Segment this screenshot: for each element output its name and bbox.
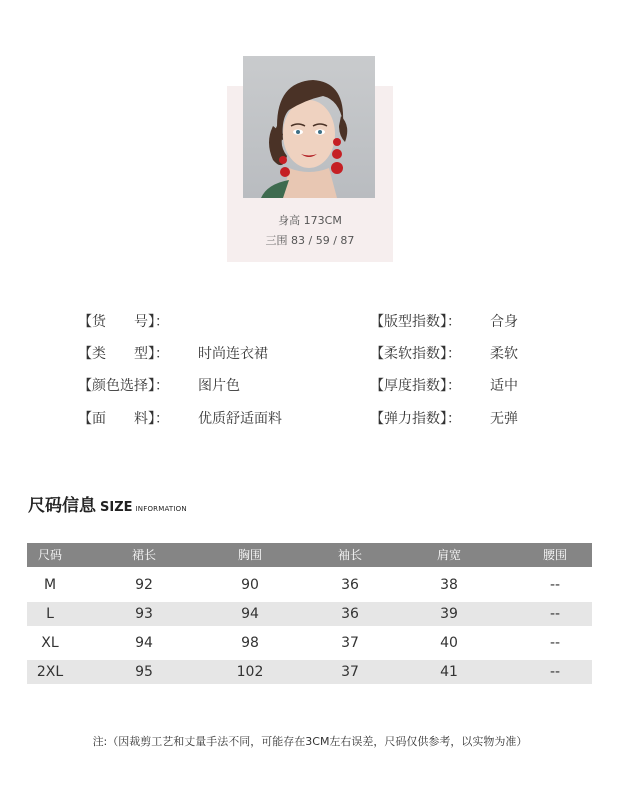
spec-value: 柔软 bbox=[490, 346, 518, 362]
table-cell: 36 bbox=[341, 606, 359, 622]
table-cell: 94 bbox=[241, 606, 259, 622]
table-header-cell: 肩宽 bbox=[436, 548, 461, 562]
table-header-cell: 腰围 bbox=[542, 548, 567, 562]
spec-value: 无弹 bbox=[490, 411, 518, 427]
table-cell: -- bbox=[549, 606, 561, 622]
spec-label: 【货 号】： bbox=[78, 314, 169, 330]
table-header-cell: 裙长 bbox=[131, 548, 156, 562]
table-cell: XL bbox=[41, 635, 59, 651]
table-cell: 2XL bbox=[36, 664, 64, 680]
table-row bbox=[27, 602, 592, 626]
table-cell: 39 bbox=[440, 606, 458, 622]
table-row bbox=[27, 660, 592, 684]
spec-label: 【弹力指数】： bbox=[370, 411, 461, 427]
table-cell: 37 bbox=[341, 664, 359, 680]
spec-label: 【类 型】： bbox=[78, 346, 169, 362]
spec-value: 优质舒适面料 bbox=[198, 411, 282, 427]
table-row bbox=[27, 573, 592, 597]
spec-label: 【面 料】： bbox=[78, 411, 169, 427]
table-cell: 90 bbox=[241, 577, 259, 593]
table-header-row bbox=[27, 543, 592, 567]
table-cell: M bbox=[43, 577, 57, 593]
table-cell: 40 bbox=[440, 635, 458, 651]
table-cell: 95 bbox=[135, 664, 153, 680]
size-title-en: SIZE bbox=[100, 500, 133, 515]
size-section-title bbox=[28, 491, 187, 516]
table-header-cell: 尺码 bbox=[37, 548, 62, 562]
table-cell: -- bbox=[549, 635, 561, 651]
table-cell: 36 bbox=[341, 577, 359, 593]
spec-value: 时尚连衣裙 bbox=[198, 346, 268, 362]
table-cell: -- bbox=[549, 577, 561, 593]
model-measurements: 三围 83 / 59 / 87 bbox=[265, 234, 355, 247]
spec-label: 【颜色选择】： bbox=[78, 378, 169, 394]
table-cell: 38 bbox=[440, 577, 458, 593]
table-header-cell: 袖长 bbox=[337, 548, 362, 562]
table-cell: 41 bbox=[440, 664, 458, 680]
size-title-sub: INFORMATION bbox=[135, 505, 187, 513]
table-cell: -- bbox=[549, 664, 561, 680]
table-header-cell: 胸围 bbox=[237, 548, 262, 562]
spec-value: 图片色 bbox=[198, 378, 240, 394]
model-height: 身高 173CM bbox=[278, 214, 342, 227]
table-cell: 93 bbox=[135, 606, 153, 622]
spec-label: 【厚度指数】： bbox=[370, 378, 461, 394]
table-cell: L bbox=[46, 606, 54, 622]
spec-value: 适中 bbox=[490, 378, 518, 394]
spec-label: 【版型指数】： bbox=[370, 314, 461, 330]
size-disclaimer-note: 注:（因裁剪工艺和丈量手法不同，可能存在3CM左右误差，尺码仅供参考，以实物为准） bbox=[92, 735, 528, 748]
table-cell: 37 bbox=[341, 635, 359, 651]
table-cell: 94 bbox=[135, 635, 153, 651]
table-cell: 102 bbox=[236, 664, 264, 680]
table-cell: 98 bbox=[241, 635, 259, 651]
table-cell: 92 bbox=[135, 577, 153, 593]
spec-value: 合身 bbox=[490, 314, 518, 330]
spec-label: 【柔软指数】： bbox=[370, 346, 461, 362]
model-photo bbox=[243, 56, 375, 198]
table-row bbox=[27, 631, 592, 655]
size-title-cn: 尺码信息 bbox=[28, 496, 96, 516]
